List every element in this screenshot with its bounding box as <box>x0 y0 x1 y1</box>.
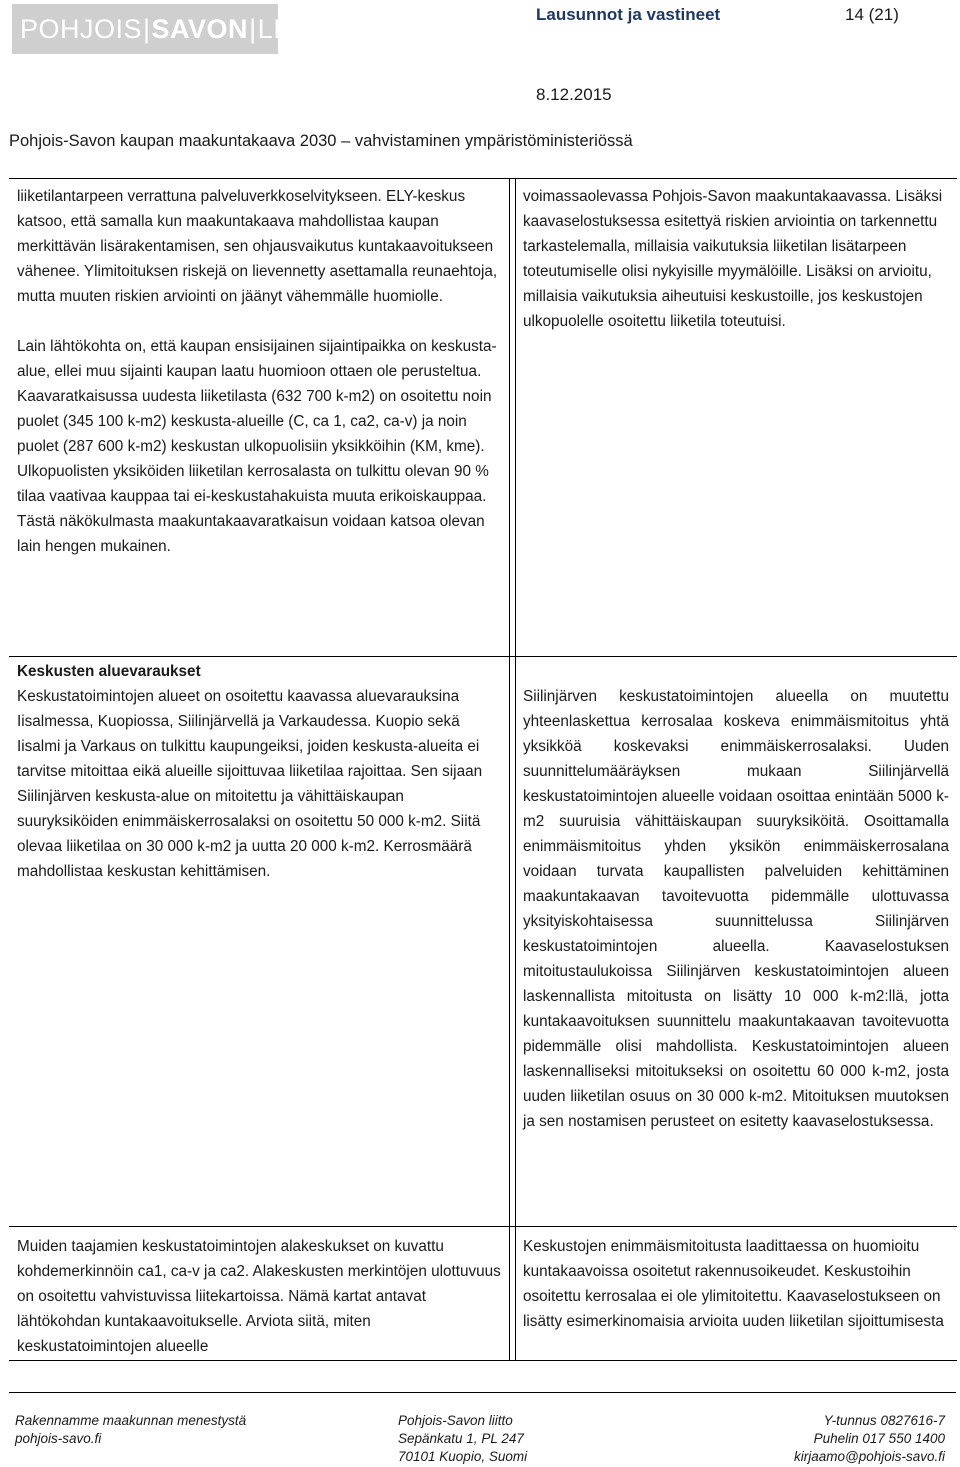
logo-separator: | <box>143 13 151 44</box>
statement-cell <box>17 1234 501 1359</box>
column-divider <box>509 179 510 1360</box>
footer-phone: Puhelin 017 550 1400 <box>813 1431 945 1446</box>
statement-paragraph: Keskustatoimintojen alueet on osoitettu kaavassa aluevarauksina Iisalmessa, Kuopiossa, Siilinjärvellä ja Varkaudessa. Kuopio sekä Iisalmi ja Varkaus on tulkittu kaupungeiksi, joiden keskusta-alueita ei tarvitse mitoittaa eikä alueille sijoittuvaa liiketilaa rajoittaa. Sen sijaan Siilinjärven keskusta-alue on mitoitettu ja vähittäiskaupan suuryksiköiden enimmäiskerrosalaksi on osoitettu 50 000 k-m2. Siitä olevaa liiketilaa on 30 000 k-m2 ja uutta 20 000 k-m2. Kerrosmäärä mahdollistaa keskustan kehittämisen. <box>17 688 483 880</box>
document-date: 8.12.2015 <box>536 85 612 104</box>
footer-website-link[interactable]: pohjois-savo.fi <box>15 1431 102 1446</box>
statement-cell <box>17 184 501 559</box>
footer-email-link[interactable]: kirjaamo@pohjois-savo.fi <box>793 1449 945 1464</box>
document-type-label: Lausunnot ja vastineet <box>536 5 721 24</box>
response-cell <box>523 1234 949 1334</box>
statements-table <box>9 178 957 1361</box>
row-divider <box>9 1226 957 1227</box>
footer-slogan <box>15 1412 246 1448</box>
footer-business-id: Y-tunnus 0827616-7 <box>823 1413 945 1428</box>
footer-org-name: Pohjois-Savon liitto <box>398 1413 513 1428</box>
logo-text-savon: SAVON <box>151 13 249 44</box>
response-cell <box>523 184 949 334</box>
statement-cell <box>17 659 501 884</box>
logo-separator: | <box>249 13 257 44</box>
page-number: 14 (21) <box>845 5 899 24</box>
footer-street: Sepänkatu 1, PL 247 <box>398 1431 524 1446</box>
statement-paragraph: liiketilantarpeen verrattuna palveluverkkoselvitykseen. ELY-keskus katsoo, että samalla kun maakuntakaava mahdollistaa kaupan merkittävän lisärakentamisen, sen ohjausvaikutus kuntakaavoitukseen vähenee. Ylimitoituksen riskejä on lievennetty asettamalla reunaehtoja, mutta muuten riskien arviointi on jäänyt vähemmälle huomiolle. <box>17 188 498 305</box>
document-title: Pohjois-Savon kaupan maakuntakaava 2030 – vahvistaminen ympäristöministeriössä <box>9 132 633 150</box>
footer-contact <box>794 1412 945 1466</box>
response-paragraph: Keskustojen enimmäismitoitusta laadittaessa on huomioitu kuntakaavoissa osoitetut rakennusoikeudet. Keskustoihin osoitettu kerrosalaa ei ole ylimitoitettu. Kaavaselostukseen on lisätty esimerkinomaisia arvioita uuden liiketilan sijoittumisesta <box>523 1238 944 1330</box>
section-heading: Keskusten aluevaraukset <box>17 663 201 680</box>
column-divider <box>515 179 516 1360</box>
footer-address <box>398 1412 527 1466</box>
footer-slogan-text: Rakennamme maakunnan menestystä <box>15 1413 247 1428</box>
organization-logo <box>12 4 345 54</box>
response-paragraph: voimassaolevassa Pohjois-Savon maakuntakaavassa. Lisäksi kaavaselostuksessa esitettyä riskien arviointia on tarkennettu tarkastelemalla, millaisia vaikutuksia liiketilan lisätarpeen toteutumiselle olisi nykyisille myymälöille. Lisäksi on arvioitu, millaisia vaikutuksia aiheutuisi keskustoille, jos keskustojen ulkopuolelle osoitettu liiketila toteutuisi. <box>523 188 943 330</box>
footer-divider <box>9 1392 956 1393</box>
footer-postal: 70101 Kuopio, Suomi <box>398 1449 528 1464</box>
statement-paragraph: Lain lähtökohta on, että kaupan ensisijainen sijaintipaikka on keskusta-alue, ellei muu sijainti kaupan laatu huomioon ottaen ole perusteltua. Kaavaratkaisussa uudesta liiketilasta (632 700 k-m2) on osoitettu noin puolet (345 100 k-m2) keskusta-alueille (C, ca 1, ca2, ca-v) ja noin puolet (287 600 k-m2) keskustan ulkopuolisiin yksikköihin (KM, kme). Ulkopuolisten yksiköiden liiketilan kerrosalasta on tulkittu olevan 90 % tilaa vaativaa kauppaa tai ei-keskustahakuista muuta erikoiskauppaa. Tästä näkökulmasta maakuntakaavaratkaisun voidaan katsoa olevan lain hengen mukainen. <box>17 338 497 555</box>
statement-paragraph: Muiden taajamien keskustatoimintojen alakeskukset on kuvattu kohdemerkinnöin ca1, ca-v ja ca2. Alakeskusten merkintöjen ulottuvuus on osoitettu vahvistuvissa liitekartoissa. Nämä kartat antavat lähtökohdan kuntakaavoitukselle. Arviota siitä, miten keskustatoimintojen alueelle <box>17 1238 501 1355</box>
logo-text-pohjois: POHJOIS <box>20 13 143 44</box>
row-divider <box>9 656 957 657</box>
response-paragraph: Siilinjärven keskustatoimintojen alueella on muutettu yhteenlaskettua kerrosalaa koskeva enimmäismitoitus yhtä yksikköä koskevaksi enimmäiskerrosalaksi. Uuden suunnittelumääräyksen mukaan Siilinjärvellä keskustatoimintojen alueelle voidaan osoittaa enintään 5000 k-m2 suuruisia vähittäiskaupan suuryksiköitä. Osoittamalla enimmäismitoitus yhden yksikön enimmäiskerrosalana voidaan turvata kaupallisten palveluiden kehittäminen maakuntakaavan tavoitevuotta pidemmälle ulottuvassa yksityiskohtaisessa suunnittelussa Siilinjärven keskustatoimintojen alueella. Kaavaselostuksen mitoitustaulukoissa Siilinjärven keskustatoimintojen alueen laskennallista mitoitusta on lisätty 10 000 k-m2:llä, jotta kuntakaavoituksen suunnittelu maakuntakaavan tavoitevuotta pidemmälle olisi mahdollista. Keskustatoimintojen alueen laskennalliseksi mitoitukseksi on osoitettu 60 000 k-m2, josta uuden liiketilan osuus on 30 000 k-m2. Mitoituksen muutoksen ja sen nostamisen perusteet on esitetty kaavaselostuksessa. <box>523 688 949 1130</box>
logo-text-liitto: LIITTO <box>257 13 345 44</box>
response-cell <box>523 684 949 1134</box>
